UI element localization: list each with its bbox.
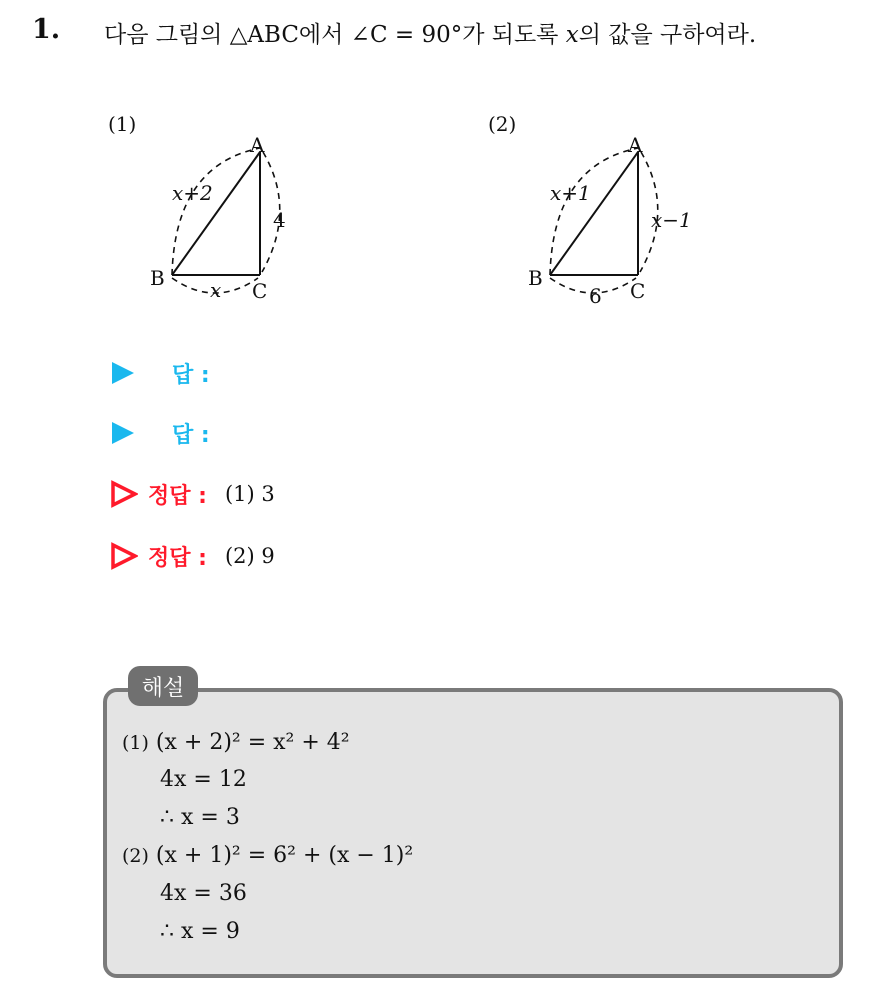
question-number: 1. xyxy=(32,14,61,45)
question-variable: x xyxy=(565,22,579,48)
solution-line-5 xyxy=(160,881,247,906)
solution-line-6 xyxy=(160,919,240,944)
side-bc-label: x xyxy=(210,278,222,302)
solution-expression: (x + 2)² = x² + 4² xyxy=(155,730,350,755)
question-text-before: 다음 그림의 △ABC에서 ∠C = 90°가 되도록 xyxy=(104,22,566,48)
correct-answer-label: 정답 : xyxy=(148,545,207,571)
correct-answer-row-1 xyxy=(110,478,275,510)
solution-expression: ∴ x = 9 xyxy=(160,919,240,944)
vertex-c: C xyxy=(252,279,268,303)
side-ac-label: x−1 xyxy=(651,208,692,232)
play-arrow-icon xyxy=(110,420,136,446)
answer-label: 답 : xyxy=(172,422,210,448)
correct-answer-value: (1) 3 xyxy=(224,482,275,506)
solution-part-number: (1) xyxy=(122,732,149,754)
solution-title: 해설 xyxy=(128,666,198,706)
solution-expression: 4x = 36 xyxy=(160,881,247,906)
figure-2-label: (2) xyxy=(488,112,517,136)
correct-answer-row-2 xyxy=(110,540,275,572)
side-ab-label: x+2 xyxy=(172,181,213,205)
solution-line-1 xyxy=(122,730,350,755)
question-text-after: 의 값을 구하여라. xyxy=(578,22,757,48)
outline-triangle-icon xyxy=(110,480,138,508)
vertex-a: A xyxy=(628,133,643,157)
side-ab xyxy=(550,152,638,275)
play-arrow-icon xyxy=(110,360,136,386)
answer-label: 답 : xyxy=(172,362,210,388)
solution-part-number: (2) xyxy=(122,845,149,867)
correct-answer-value: (2) 9 xyxy=(224,544,275,568)
figure-1-label: (1) xyxy=(108,112,137,136)
solution-expression: 4x = 12 xyxy=(160,767,247,792)
solution-expression: ∴ x = 3 xyxy=(160,805,240,830)
solution-expression: (x + 1)² = 6² + (x − 1)² xyxy=(155,843,414,868)
side-ab xyxy=(172,152,260,275)
question-text xyxy=(104,16,756,49)
vertex-a: A xyxy=(250,133,265,157)
vertex-c: C xyxy=(630,279,646,303)
answer-row-1 xyxy=(110,357,210,389)
side-ac-label: 4 xyxy=(273,208,286,232)
vertex-b: B xyxy=(528,266,543,290)
side-bc-label: 6 xyxy=(589,284,602,308)
solution-line-2 xyxy=(160,767,247,792)
figure-2-triangle xyxy=(518,130,708,310)
solution-line-3 xyxy=(160,805,240,830)
vertex-b: B xyxy=(150,266,165,290)
correct-answer-label: 정답 : xyxy=(148,483,207,509)
side-ab-label: x+1 xyxy=(550,181,591,205)
answer-row-2 xyxy=(110,417,210,449)
solution-line-4 xyxy=(122,843,413,868)
figure-1-triangle xyxy=(140,130,310,310)
outline-triangle-icon xyxy=(110,542,138,570)
